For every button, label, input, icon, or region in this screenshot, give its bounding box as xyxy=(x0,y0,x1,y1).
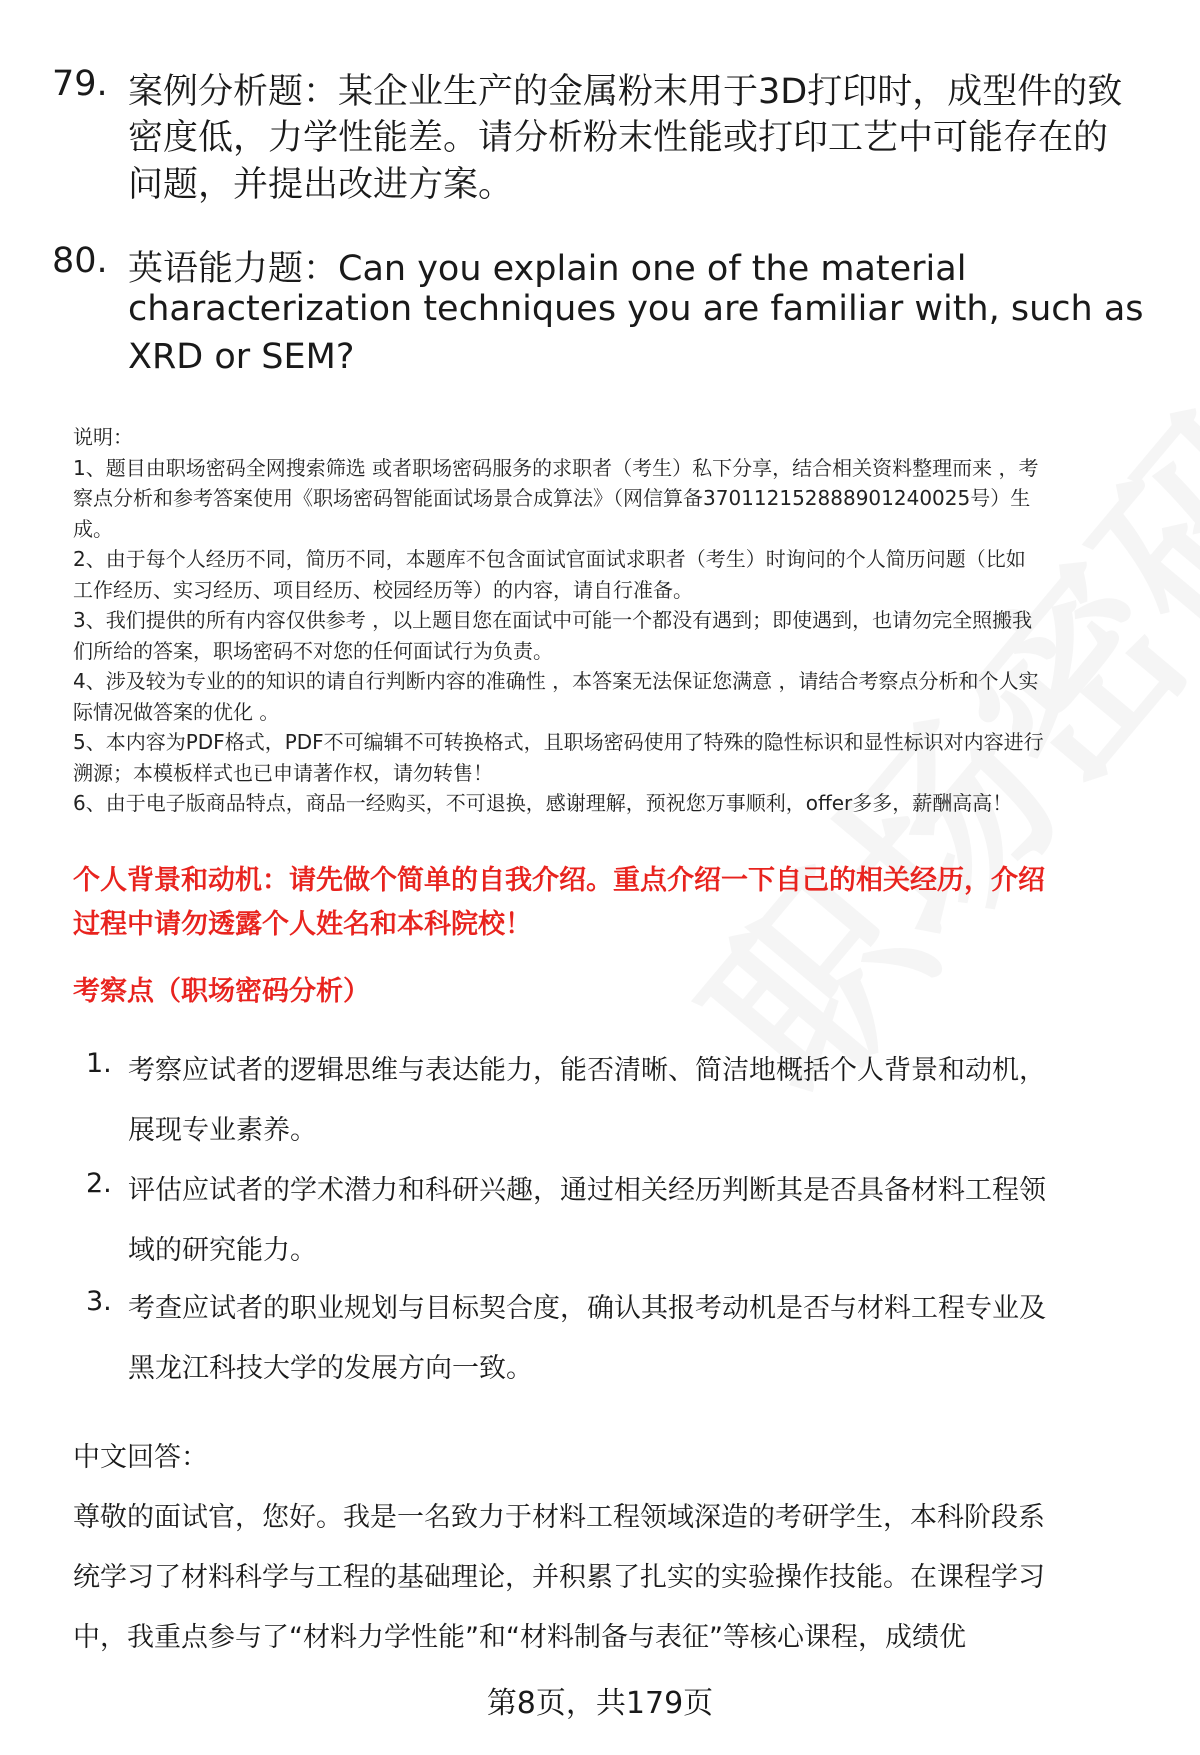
question-text: XRD or SEM? xyxy=(128,337,355,377)
note-title: 说明： xyxy=(73,425,133,449)
note-line: 溯源；本模板样式也已申请著作权，请勿转售！ xyxy=(73,761,493,785)
note-line: 们所给的答案，职场密码不对您的任何面试行为负责。 xyxy=(73,639,553,663)
analysis-text: 域的研究能力。 xyxy=(128,1235,317,1266)
page-number: 第8页，共179页 xyxy=(486,1686,714,1721)
question-text: 密度低，力学性能差。请分析粉末性能或打印工艺中可能存在的 xyxy=(128,118,1109,158)
analysis-text: 黑龙江科技大学的发展方向一致。 xyxy=(128,1353,533,1384)
answer-line: 中，我重点参与了“材料力学性能”和“材料制备与表征”等核心课程，成绩优 xyxy=(73,1622,966,1653)
note-line: 5、本内容为PDF格式，PDF不可编辑不可转换格式，且职场密码使用了特殊的隐性标识和显性标识对内容进行 xyxy=(73,730,1044,754)
analysis-number: 3. xyxy=(86,1286,112,1317)
question-text: characterization techniques you are familiar with, such as xyxy=(128,289,1144,329)
analysis-title: 考察点（职场密码分析） xyxy=(73,976,370,1007)
question-text: 案例分析题：某企业生产的金属粉末用于3D打印时，成型件的致 xyxy=(128,72,1123,112)
note-line: 2、由于每个人经历不同，简历不同，本题库不包含面试官面试求职者（考生）时询问的个人简历问题（比如 xyxy=(73,547,1026,571)
section-heading: 过程中请勿透露个人姓名和本科院校！ xyxy=(73,909,532,940)
analysis-text: 展现专业素养。 xyxy=(128,1115,317,1146)
question-number: 79. xyxy=(52,64,108,104)
answer-label: 中文回答： xyxy=(73,1442,208,1473)
note-line: 工作经历、实习经历、项目经历、校园经历等）的内容，请自行准备。 xyxy=(73,578,693,602)
analysis-number: 2. xyxy=(86,1168,112,1199)
analysis-number: 1. xyxy=(86,1048,112,1079)
note-line: 际情况做答案的优化 。 xyxy=(73,700,280,724)
answer-line: 统学习了材料科学与工程的基础理论，并积累了扎实的实验操作技能。在课程学习 xyxy=(73,1562,1045,1593)
note-line: 4、涉及较为专业的的知识的请自行判断内容的准确性 ，本答案无法保证您满意 ，请结合考察点分析和个人实 xyxy=(73,669,1039,693)
analysis-text: 考查应试者的职业规划与目标契合度，确认其报考动机是否与材料工程专业及 xyxy=(128,1293,1046,1324)
note-line: 察点分析和参考答案使用《职场密码智能面试场景合成算法》（网信算备370112152888901240025号）生 xyxy=(73,486,1031,510)
question-number: 80. xyxy=(52,241,108,281)
note-line: 6、由于电子版商品特点，商品一经购买，不可退换，感谢理解，预祝您万事顺利，offer多多，薪酬高高！ xyxy=(73,791,1013,815)
note-line: 3、我们提供的所有内容仅供参考 ，以上题目您在面试中可能一个都没有遇到；即使遇到，也请勿完全照搬我 xyxy=(73,608,1033,632)
question-text: 英语能力题：Can you explain one of the material xyxy=(128,249,967,289)
question-text: 问题，并提出改进方案。 xyxy=(128,165,514,205)
analysis-text: 评估应试者的学术潜力和科研兴趣，通过相关经历判断其是否具备材料工程领 xyxy=(128,1175,1046,1206)
note-line: 成。 xyxy=(73,517,113,541)
note-line: 1、题目由职场密码全网搜索筛选 或者职场密码服务的求职者（考生）私下分享，结合相关资料整理而来 ，考 xyxy=(73,456,1039,480)
section-heading: 个人背景和动机：请先做个简单的自我介绍。重点介绍一下自己的相关经历，介绍 xyxy=(73,865,1045,896)
analysis-text: 考察应试者的逻辑思维与表达能力，能否清晰、简洁地概括个人背景和动机， xyxy=(128,1055,1046,1086)
answer-line: 尊敬的面试官，您好。我是一名致力于材料工程领域深造的考研学生，本科阶段系 xyxy=(73,1502,1045,1533)
